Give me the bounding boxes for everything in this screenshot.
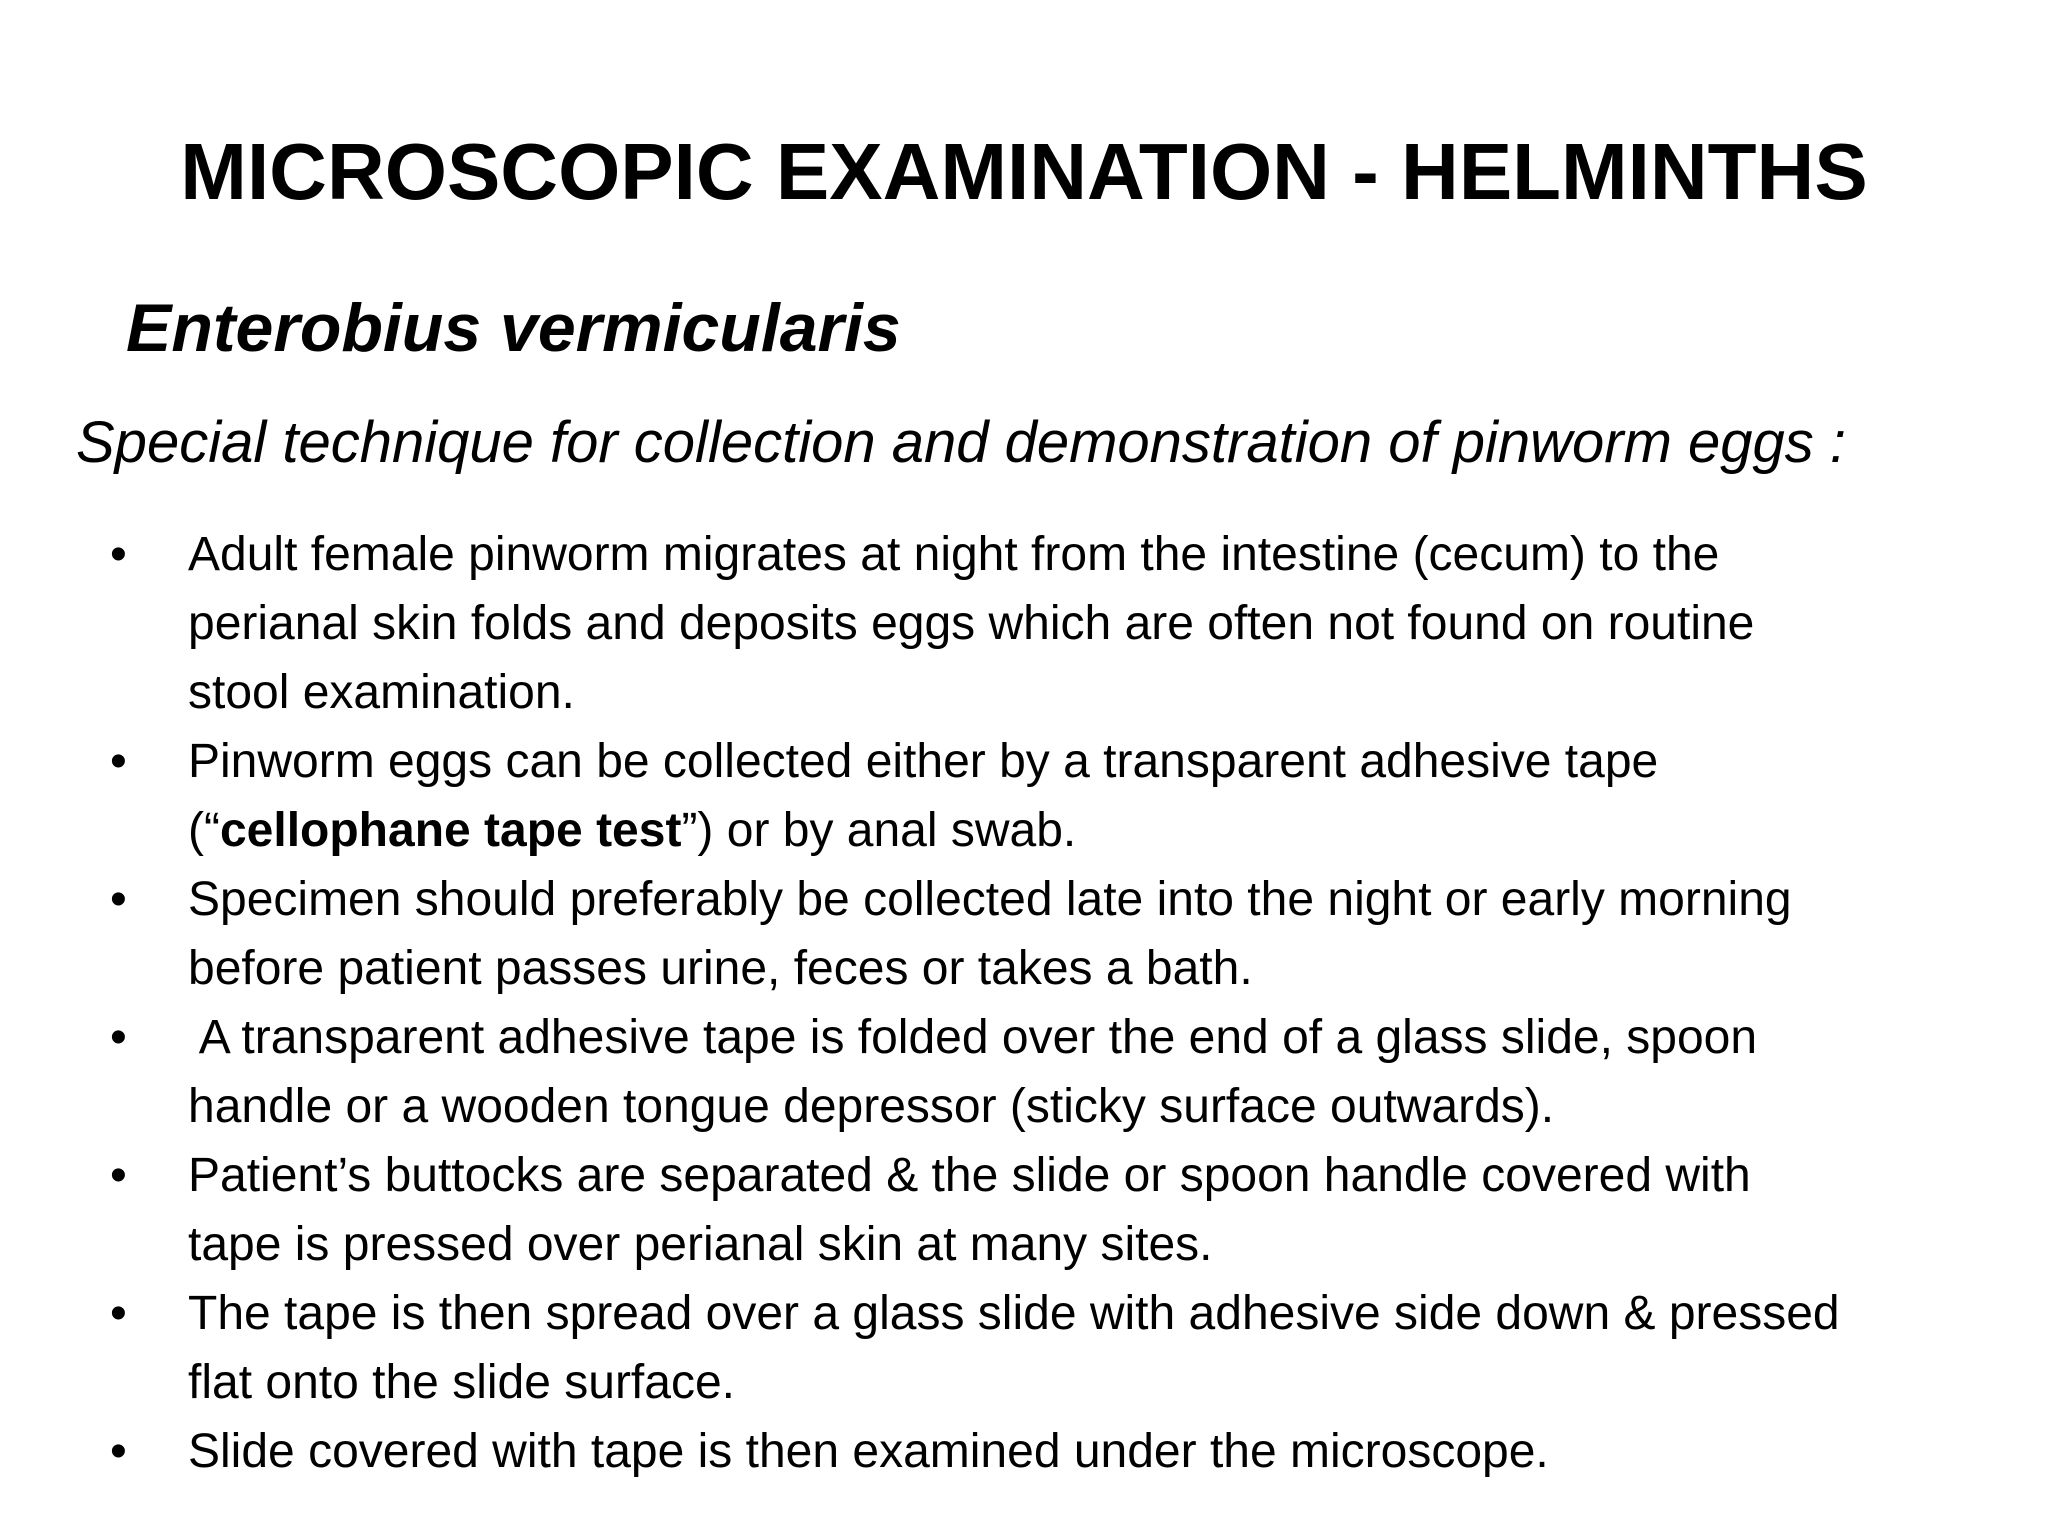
bullet-text-line: A transparent adhesive tape is folded over the end of a glass slide, spoon [188, 1011, 1758, 1064]
bullet-item-timing [0, 865, 2048, 1003]
bullet-text-line: The tape is then spread over a glass slide with adhesive side down & pressed [188, 1287, 1840, 1340]
bullet-text-line-mixed [188, 796, 2008, 865]
bullet-text-line: tape is pressed over perianal skin at many sites. [188, 1218, 1213, 1271]
bullet-item-migration [0, 520, 2048, 727]
bullet-icon: • [110, 1287, 127, 1340]
bullet-text-fragment: ”) or by anal swab. [681, 804, 1077, 857]
bullet-item-examination [0, 1417, 2048, 1486]
bullet-text-line: Specimen should preferably be collected late into the night or early morning [188, 873, 1792, 926]
slide-subtitle: Enterobius vermicularis [126, 290, 901, 366]
technique-heading: Special technique for collection and demonstration of pinworm eggs : [76, 410, 1847, 475]
bullet-icon: • [110, 873, 127, 926]
bullet-item-spreading [0, 1279, 2048, 1417]
bullet-text-line: Adult female pinworm migrates at night from the intestine (cecum) to the [188, 528, 1720, 581]
bullet-text-line: handle or a wooden tongue depressor (sticky surface outwards). [188, 1080, 1555, 1133]
bullet-list [0, 520, 2048, 1486]
bullet-icon: • [110, 735, 127, 788]
bullet-text-line: Patient’s buttocks are separated & the slide or spoon handle covered with [188, 1149, 1751, 1202]
bullet-text-line: stool examination. [188, 666, 575, 719]
bullet-item-collection [0, 727, 2048, 865]
slide-title: MICROSCOPIC EXAMINATION - HELMINTHS [180, 127, 1868, 216]
bullet-text-line: Pinworm eggs can be collected either by a transparent adhesive tape [188, 735, 1659, 788]
bullet-item-tape-folding [0, 1003, 2048, 1141]
bullet-item-pressing [0, 1141, 2048, 1279]
bullet-icon: • [110, 1149, 127, 1202]
bullet-text-line: Slide covered with tape is then examined under the microscope. [188, 1425, 1549, 1478]
bullet-text-bold-term: cellophane tape test [219, 804, 682, 857]
bullet-text-line: perianal skin folds and deposits eggs which are often not found on routine [188, 597, 1755, 650]
bullet-icon: • [110, 1011, 127, 1064]
bullet-text-fragment: (“ [188, 804, 220, 857]
bullet-icon: • [110, 528, 127, 581]
bullet-text-line: flat onto the slide surface. [188, 1356, 735, 1409]
bullet-text-line: before patient passes urine, feces or takes a bath. [188, 942, 1253, 995]
bullet-icon: • [110, 1425, 127, 1478]
